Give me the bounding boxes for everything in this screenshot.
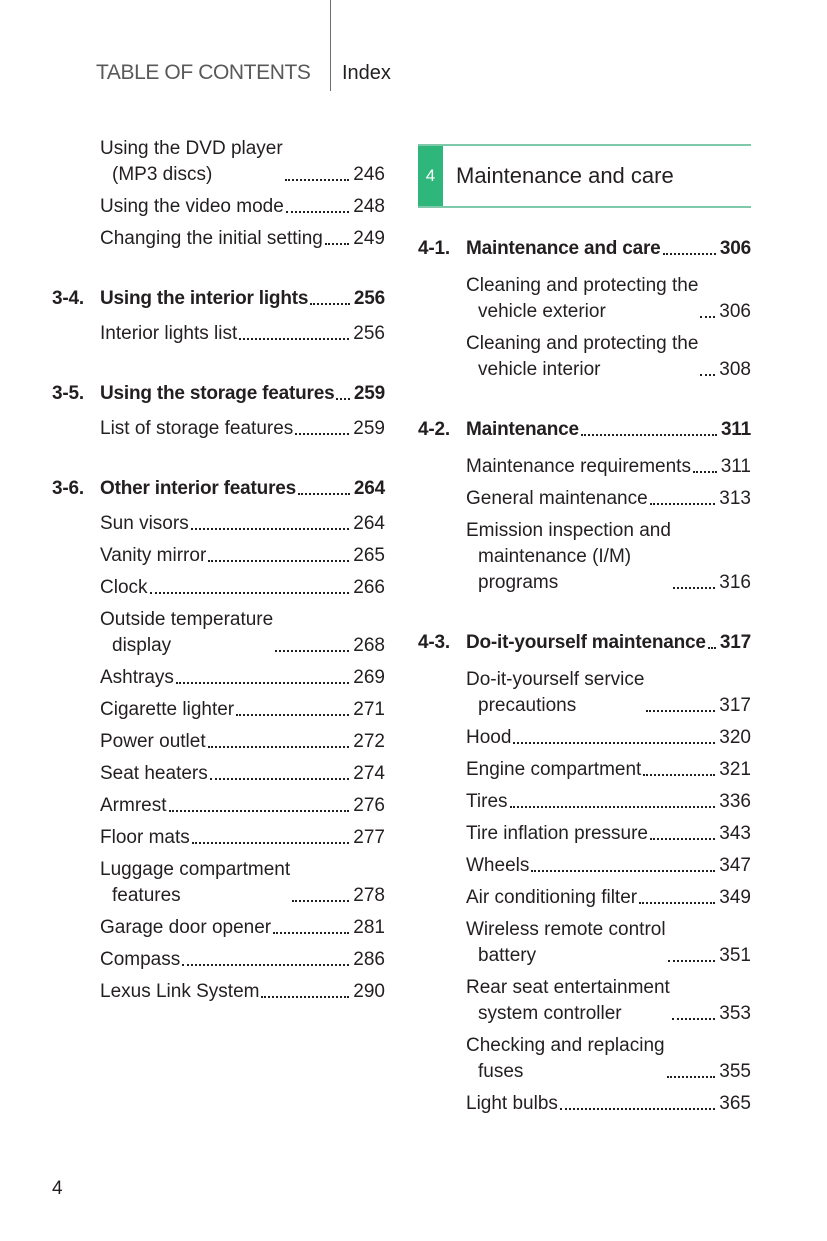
toc-entry-row[interactable] xyxy=(418,725,751,751)
entry-title-line: (MP3 discs) xyxy=(112,164,213,185)
entry-page: 353 xyxy=(719,1003,751,1024)
toc-entry-row[interactable] xyxy=(52,979,385,1005)
entry-title-line: Power outlet xyxy=(100,731,206,752)
dot-leader xyxy=(510,806,716,808)
chapter-number: 4 xyxy=(418,146,443,206)
entry-page: 269 xyxy=(353,667,385,688)
chapter-title[interactable]: Maintenance and care xyxy=(456,163,674,188)
toc-entry-row[interactable] xyxy=(418,917,751,969)
entry-page: 290 xyxy=(353,981,385,1002)
entry-page: 266 xyxy=(353,577,385,598)
entry-title-line: Garage door opener xyxy=(100,917,272,938)
toc-entry-row[interactable] xyxy=(52,665,385,691)
dot-leader xyxy=(208,560,349,562)
toc-entry-row[interactable] xyxy=(52,857,385,909)
section-title: Maintenance xyxy=(466,419,579,440)
entry-page: 281 xyxy=(353,917,385,938)
dot-leader xyxy=(210,778,350,780)
index-tab[interactable]: Index xyxy=(342,62,391,84)
toc-entry-row[interactable] xyxy=(418,518,751,596)
entry-page: 259 xyxy=(353,418,385,439)
toc-entry-row[interactable] xyxy=(52,416,385,442)
entry-title xyxy=(100,857,290,909)
toc-entry-row[interactable] xyxy=(52,607,385,659)
dot-leader xyxy=(298,493,350,495)
dot-leader xyxy=(639,902,715,904)
toc-entry-row[interactable] xyxy=(52,321,385,347)
entry-title-line: Hood xyxy=(466,727,512,748)
entry-title-line: Vanity mirror xyxy=(100,545,207,566)
entry-title-line: Light bulbs xyxy=(466,1093,558,1114)
dot-leader xyxy=(325,243,349,245)
entry-title xyxy=(466,1033,665,1085)
entry-page: 276 xyxy=(353,795,385,816)
entry-title-line: Interior lights list xyxy=(100,323,238,344)
toc-entry-row[interactable] xyxy=(52,511,385,537)
entry-title xyxy=(100,729,206,755)
dot-leader xyxy=(560,1108,715,1110)
entry-title xyxy=(100,761,208,787)
entry-title xyxy=(100,979,259,1005)
entry-page: 320 xyxy=(719,727,751,748)
toc-section-row[interactable] xyxy=(418,630,751,656)
dot-leader xyxy=(513,742,715,744)
entry-page: 351 xyxy=(719,945,751,966)
dot-leader xyxy=(700,374,715,376)
toc-entry-row[interactable] xyxy=(52,793,385,819)
toc-entry-row[interactable] xyxy=(418,486,751,512)
entry-title-line: Changing the initial setting xyxy=(100,228,323,249)
entry-page: 311 xyxy=(720,456,751,477)
entry-title-line: display xyxy=(112,635,172,656)
dot-leader xyxy=(236,714,349,716)
toc-entry-row[interactable] xyxy=(418,821,751,847)
dot-leader xyxy=(182,964,349,966)
entry-title-line: General maintenance xyxy=(466,488,648,509)
entry-title xyxy=(100,915,271,941)
right-entries xyxy=(418,236,751,1117)
entry-page: 268 xyxy=(353,635,385,656)
dot-leader xyxy=(208,746,350,748)
entry-title-line: Seat heaters xyxy=(100,763,208,784)
entry-title xyxy=(100,194,284,220)
entry-title-line: Checking and replacing xyxy=(466,1035,665,1056)
dot-leader xyxy=(643,774,715,776)
dot-leader xyxy=(667,1076,716,1078)
section-page: 306 xyxy=(719,238,751,259)
toc-entry-row[interactable] xyxy=(52,761,385,787)
entry-title xyxy=(466,331,698,383)
entry-page: 306 xyxy=(719,301,751,322)
entry-page: 336 xyxy=(719,791,751,812)
section-number: 3-5. xyxy=(52,383,84,404)
section-page: 317 xyxy=(719,632,751,653)
entry-title xyxy=(466,917,666,969)
section-number: 4-3. xyxy=(418,632,450,653)
section-number: 3-6. xyxy=(52,478,84,499)
entry-page: 316 xyxy=(719,572,751,593)
entry-page: 349 xyxy=(719,887,751,908)
entry-title xyxy=(100,825,190,851)
entry-page: 308 xyxy=(719,359,751,380)
entry-page: 317 xyxy=(719,695,751,716)
toc-entry-row[interactable] xyxy=(418,885,751,911)
entry-page: 249 xyxy=(353,228,385,249)
entry-title xyxy=(100,607,273,659)
entry-page: 271 xyxy=(353,699,385,720)
toc-entry-row[interactable] xyxy=(418,1033,751,1085)
entry-title-line: Wheels xyxy=(466,855,530,876)
dot-leader xyxy=(531,870,715,872)
entry-page: 264 xyxy=(353,513,385,534)
header-divider xyxy=(330,0,331,91)
dot-leader xyxy=(668,960,716,962)
toc-entry-row[interactable] xyxy=(52,543,385,569)
toc-entry-row[interactable] xyxy=(418,273,751,325)
right-column xyxy=(418,144,751,1117)
dot-leader xyxy=(285,179,350,181)
entry-title-line: Luggage compartment xyxy=(100,859,291,880)
entry-title xyxy=(100,665,174,691)
entry-title-line: Ashtrays xyxy=(100,667,174,688)
entry-title-line: Tire inflation pressure xyxy=(466,823,648,844)
dot-leader xyxy=(150,592,350,594)
entry-title-line: Rear seat entertainment xyxy=(466,977,670,998)
entry-title xyxy=(100,793,167,819)
entry-title-line: maintenance (I/M) xyxy=(478,546,632,567)
dot-leader xyxy=(169,810,350,812)
dot-leader xyxy=(693,471,717,473)
entry-title-line: battery xyxy=(478,945,537,966)
toc-entry-row[interactable] xyxy=(52,915,385,941)
entry-title-line: Tires xyxy=(466,791,508,812)
dot-leader xyxy=(581,434,717,436)
dot-leader xyxy=(672,1018,715,1020)
entry-title-line: Armrest xyxy=(100,795,167,816)
dot-leader xyxy=(700,316,715,318)
entry-page: 265 xyxy=(353,545,385,566)
entry-title xyxy=(100,697,234,723)
entry-title xyxy=(466,725,511,751)
toc-entry-row[interactable] xyxy=(418,667,751,719)
left-column xyxy=(52,136,385,1005)
toc-entry-row[interactable] xyxy=(418,853,751,879)
entry-title xyxy=(466,667,644,719)
entry-title xyxy=(466,821,648,847)
entry-title-line: Floor mats xyxy=(100,827,190,848)
dot-leader xyxy=(273,932,349,934)
section-title: Using the storage features xyxy=(100,383,335,404)
toc-entry-row[interactable] xyxy=(418,789,751,815)
toc-entry-row[interactable] xyxy=(52,729,385,755)
entry-title xyxy=(100,575,148,601)
toc-section-row[interactable] xyxy=(418,417,751,443)
dot-leader xyxy=(646,710,715,712)
entry-title-line: Cleaning and protecting the xyxy=(466,275,699,296)
toc-section-row[interactable] xyxy=(52,476,385,502)
entry-title-line: Engine compartment xyxy=(466,759,642,780)
dot-leader xyxy=(673,587,715,589)
dot-leader xyxy=(176,682,349,684)
entry-title-line: Wireless remote control xyxy=(466,919,666,940)
toc-section-row[interactable] xyxy=(52,286,385,312)
entry-title xyxy=(466,853,529,879)
dot-leader xyxy=(191,528,350,530)
entry-page: 355 xyxy=(719,1061,751,1082)
entry-title-line: Do-it-yourself service xyxy=(466,669,645,690)
toc-section-row[interactable] xyxy=(418,236,751,262)
toc-section-row[interactable] xyxy=(52,381,385,407)
entry-title-line: Sun visors xyxy=(100,513,189,534)
section-number: 4-2. xyxy=(418,419,450,440)
dot-leader xyxy=(650,503,716,505)
section-title: Using the interior lights xyxy=(100,288,309,309)
section-page: 259 xyxy=(353,383,385,404)
entry-title xyxy=(466,975,670,1027)
entry-page: 272 xyxy=(353,731,385,752)
dot-leader xyxy=(192,842,350,844)
entry-title xyxy=(100,543,206,569)
entry-title xyxy=(466,518,671,596)
section-page: 311 xyxy=(720,419,751,440)
entry-title-line: features xyxy=(112,885,181,906)
toc-entry-row[interactable] xyxy=(418,1091,751,1117)
section-page: 256 xyxy=(353,288,385,309)
entry-title-line: Using the video mode xyxy=(100,196,284,217)
dot-leader xyxy=(708,647,716,649)
dot-leader xyxy=(286,211,350,213)
dot-leader xyxy=(295,433,349,435)
section-title: Do-it-yourself maintenance xyxy=(466,632,706,653)
entry-title-line: Lexus Link System xyxy=(100,981,260,1002)
section-number: 3-4. xyxy=(52,288,84,309)
table-of-contents-tab[interactable]: TABLE OF CONTENTS xyxy=(96,61,311,84)
toc-entry-row[interactable] xyxy=(52,575,385,601)
toc-entry-row[interactable] xyxy=(52,194,385,220)
entry-page: 278 xyxy=(353,885,385,906)
entry-page: 246 xyxy=(353,164,385,185)
toc-entry-row[interactable] xyxy=(52,226,385,252)
entry-title xyxy=(466,885,637,911)
entry-title-line: precautions xyxy=(478,695,577,716)
toc-entry-row[interactable] xyxy=(418,975,751,1027)
chapter-heading xyxy=(418,144,751,208)
toc-entry-row[interactable] xyxy=(52,947,385,973)
entry-title-line: programs xyxy=(478,572,559,593)
entry-title-line: vehicle interior xyxy=(478,359,601,380)
section-title: Other interior features xyxy=(100,478,297,499)
entry-title-line: Cleaning and protecting the xyxy=(466,333,699,354)
toc-entry-row[interactable] xyxy=(52,697,385,723)
section-number: 4-1. xyxy=(418,238,450,259)
dot-leader xyxy=(239,338,349,340)
entry-title-line: fuses xyxy=(478,1061,524,1082)
entry-title-line: vehicle exterior xyxy=(478,301,606,322)
entry-page: 277 xyxy=(353,827,385,848)
entry-title xyxy=(466,757,641,783)
entry-page: 248 xyxy=(353,196,385,217)
entry-page: 365 xyxy=(719,1093,751,1114)
entry-page: 313 xyxy=(719,488,751,509)
entry-title xyxy=(100,416,293,442)
entry-page: 256 xyxy=(353,323,385,344)
entry-page: 343 xyxy=(719,823,751,844)
dot-leader xyxy=(663,253,716,255)
toc-entry-row[interactable] xyxy=(418,757,751,783)
entry-title-line: Maintenance requirements xyxy=(466,456,691,477)
entry-title-line: Cigarette lighter xyxy=(100,699,235,720)
entry-title-line: List of storage features xyxy=(100,418,294,439)
entry-title-line: Outside temperature xyxy=(100,609,274,630)
section-page: 264 xyxy=(353,478,385,499)
page-number: 4 xyxy=(52,1178,63,1199)
entry-title-line: system controller xyxy=(478,1003,622,1024)
toc-entry-row[interactable] xyxy=(52,825,385,851)
entry-title xyxy=(100,947,180,973)
entry-title xyxy=(466,273,698,325)
entry-title xyxy=(466,1091,558,1117)
section-title: Maintenance and care xyxy=(466,238,661,259)
dot-leader xyxy=(650,838,715,840)
entry-page: 347 xyxy=(719,855,751,876)
dot-leader xyxy=(336,398,349,400)
dot-leader xyxy=(261,996,349,998)
dot-leader xyxy=(310,303,350,305)
entry-title xyxy=(100,136,283,188)
entry-title-line: Air conditioning filter xyxy=(466,887,638,908)
entry-title xyxy=(466,789,508,815)
entry-page: 274 xyxy=(353,763,385,784)
entry-page: 321 xyxy=(719,759,751,780)
entry-title-line: Using the DVD player xyxy=(100,138,283,159)
entry-title-line: Clock xyxy=(100,577,148,598)
entry-title xyxy=(100,226,323,252)
entry-page: 286 xyxy=(353,949,385,970)
entry-title-line: Compass xyxy=(100,949,181,970)
entry-title-line: Emission inspection and xyxy=(466,520,671,541)
dot-leader xyxy=(275,650,349,652)
toc-entry-row[interactable] xyxy=(52,136,385,188)
entry-title xyxy=(100,511,189,537)
dot-leader xyxy=(292,900,349,902)
toc-entry-row[interactable] xyxy=(418,454,751,480)
toc-entry-row[interactable] xyxy=(418,331,751,383)
entry-title xyxy=(466,486,648,512)
entry-title xyxy=(100,321,237,347)
entry-title xyxy=(466,454,691,480)
